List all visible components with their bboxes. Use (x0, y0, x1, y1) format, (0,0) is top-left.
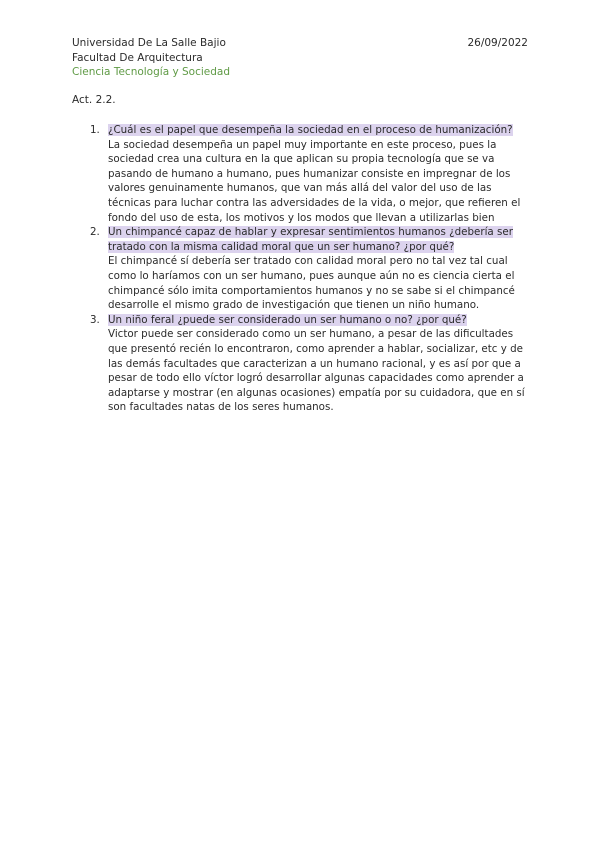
answer-text: La sociedad desempeña un papel muy importante en este proceso, pues la sociedad crea una cultura en la que aplican su propia tecnología que se va pasando de humano a humano, pues humanizar consiste en impregnar de los valores genuinamente humanos, que van más allá del valor del uso de las técnicas para luchar contra las adversidades de la vida, o mejor, que refieren el fondo del uso de esta, los motivos y los modos que llevan a utilizarlas bien (108, 138, 521, 224)
item-number: 2. (90, 226, 100, 239)
question-text: Un chimpancé capaz de hablar y expresar sentimientos humanos ¿debería ser tratado con la misma calidad moral que un ser humano? ¿por qué? (108, 226, 513, 253)
university-name: Universidad De La Salle Bajio (72, 37, 226, 49)
answer-text: El chimpancé sí debería ser tratado con calidad moral pero no tal vez tal cual como lo haríamos con un ser humano, pues aunque aún no es ciencia cierta el chimpancé sólo imita comportamientos humanos y no se sabe si el chimpancé desarrolle el mismo grado de investigación que tienen un niño humano. (108, 255, 515, 312)
question-text: Un niño feral ¿puede ser considerado un ser humano o no? ¿por qué? (108, 313, 467, 326)
document-date: 26/09/2022 (467, 37, 528, 49)
faculty-name: Facultad De Arquitectura (72, 51, 203, 64)
list-item (72, 313, 528, 415)
answer-text: Victor puede ser considerado como un ser humano, a pesar de las dificultades que presentó recién lo encontraron, como aprender a hablar, socializar, etc y de las demás facultades que caracterizan a un humano racional, y es así por que a pesar de todo ello víctor logró desarrollar algunas capacidades como aprender a adaptarse y mostrar (en algunas ocasiones) empatía por su cuidadora, que en sí son facultades natas de los seres humanos. (108, 328, 525, 414)
item-number: 3. (90, 313, 100, 326)
list-item (72, 123, 528, 225)
document-header (72, 36, 528, 80)
activity-label: Act. 2.2. (72, 94, 116, 106)
list-item (72, 225, 528, 313)
subject-name: Ciencia Tecnología y Sociedad (72, 66, 231, 79)
item-number: 1. (90, 124, 100, 136)
question-text: ¿Cuál es el papel que desempeña la sociedad en el proceso de humanización? (108, 124, 513, 136)
question-list (72, 123, 528, 415)
